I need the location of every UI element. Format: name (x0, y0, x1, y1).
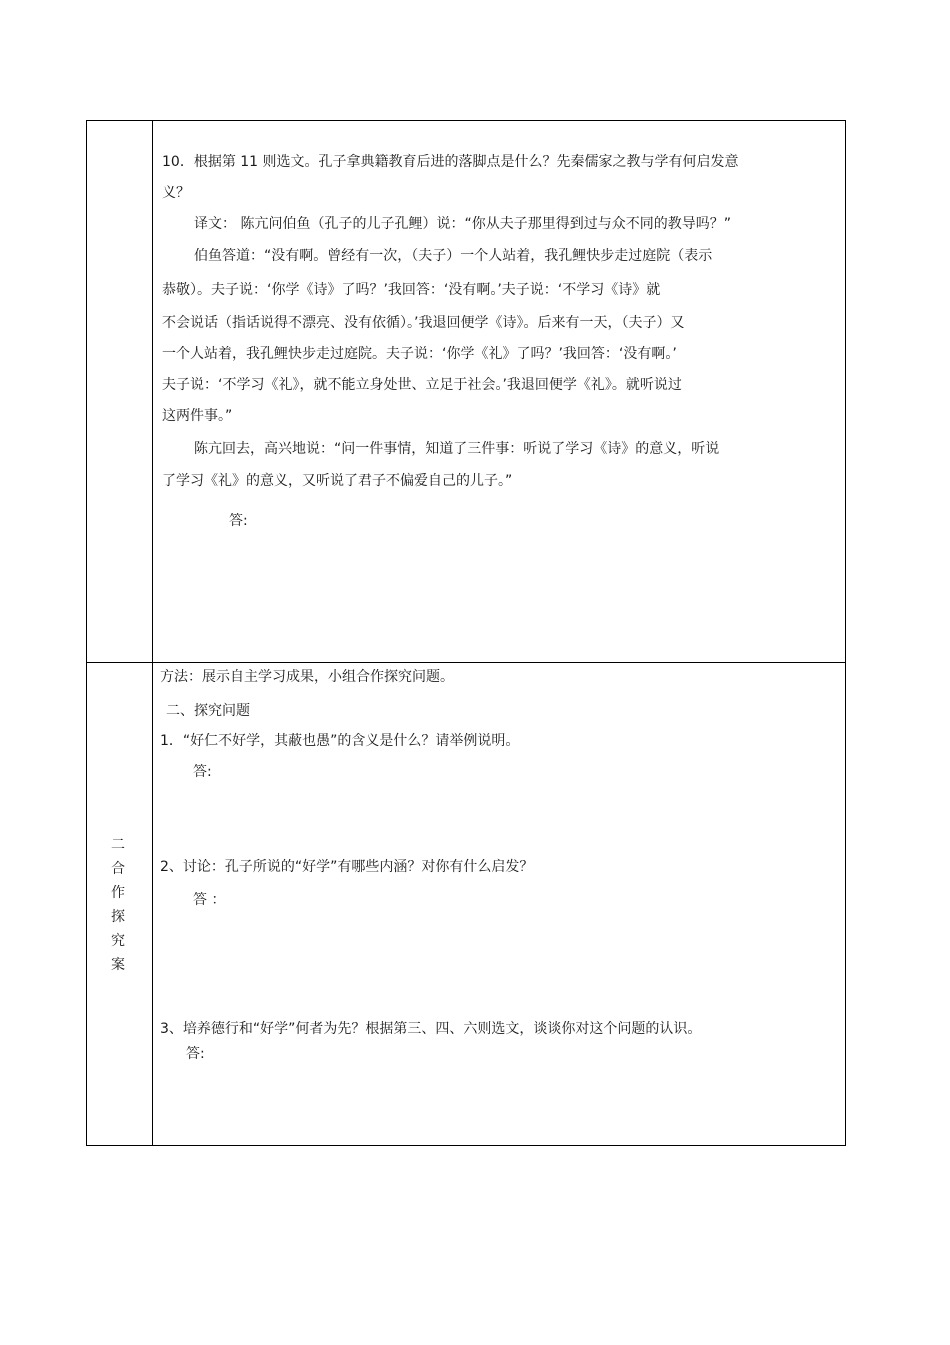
translation-line-5: 一个人站着，我孔鲤快步走过庭院。夫子说：‘你学《礼》了吗？’我回答：‘没有啊。’ (162, 346, 677, 362)
table-column-divider (152, 120, 153, 1146)
question-1: 1．“好仁不好学，其蔽也愚”的含义是什么？请举例说明。 (160, 733, 520, 749)
table-border-top (86, 120, 846, 121)
question-10-line-1: 10．根据第 11 则选文。孔子拿典籍教育后进的落脚点是什么？先秦儒家之教与学有何启发意 (162, 154, 739, 170)
table-border-left (86, 120, 87, 1146)
question-10-line-2: 义？ (162, 185, 190, 201)
method-text: 方法：展示自主学习成果，小组合作探究问题。 (160, 669, 454, 685)
translation-line-3: 恭敬）。夫子说：‘你学《诗》了吗？’我回答：‘没有啊。’夫子说：‘不学习《诗》就 (162, 282, 661, 298)
table-border-bottom (86, 1145, 846, 1146)
section-label-char: 究 (111, 933, 125, 949)
inquiry-heading: 二、探究问题 (166, 703, 250, 719)
section-label-char: 探 (111, 909, 125, 925)
section-label-char: 合 (111, 861, 125, 877)
answer-label-q10: 答: (229, 513, 248, 529)
table-border-right (845, 120, 846, 1146)
answer-label-q3: 答: (186, 1046, 205, 1062)
answer-label-q1: 答: (193, 764, 212, 780)
translation-line-2: 伯鱼答道：“没有啊。曾经有一次，（夫子）一个人站着，我孔鲤快步走过庭院（表示 (194, 248, 713, 264)
question-2: 2、讨论：孔子所说的“好学”有哪些内涵？对你有什么启发？ (160, 859, 534, 875)
translation-line-6: 夫子说：‘不学习《礼》，就不能立身处世、立足于社会。’我退回便学《礼》。就听说过 (162, 377, 682, 393)
translation-line-4: 不会说话（指话说得不漂亮、没有依循）。’我退回便学《诗》。后来有一天，（夫子）又 (162, 315, 685, 331)
section-label-char: 作 (111, 885, 125, 901)
translation-line-7: 这两件事。” (162, 408, 233, 424)
translation-line-1: 译文： 陈亢问伯鱼（孔子的儿子孔鲤）说：“你从夫子那里得到过与众不同的教导吗？” (194, 216, 731, 232)
answer-label-q2: 答 ： (193, 892, 226, 908)
question-3: 3、培养德行和“好学”何者为先？根据第三、四、六则选文，谈谈你对这个问题的认识。 (160, 1021, 702, 1037)
translation-line-9: 了学习《礼》的意义，又听说了君子不偏爱自己的儿子。” (162, 473, 513, 489)
section-label-char: 二 (111, 837, 125, 853)
table-row-divider (86, 662, 846, 663)
translation-line-8: 陈亢回去，高兴地说：“问一件事情，知道了三件事：听说了学习《诗》的意义，听说 (194, 441, 720, 457)
section-label-char: 案 (111, 957, 125, 973)
